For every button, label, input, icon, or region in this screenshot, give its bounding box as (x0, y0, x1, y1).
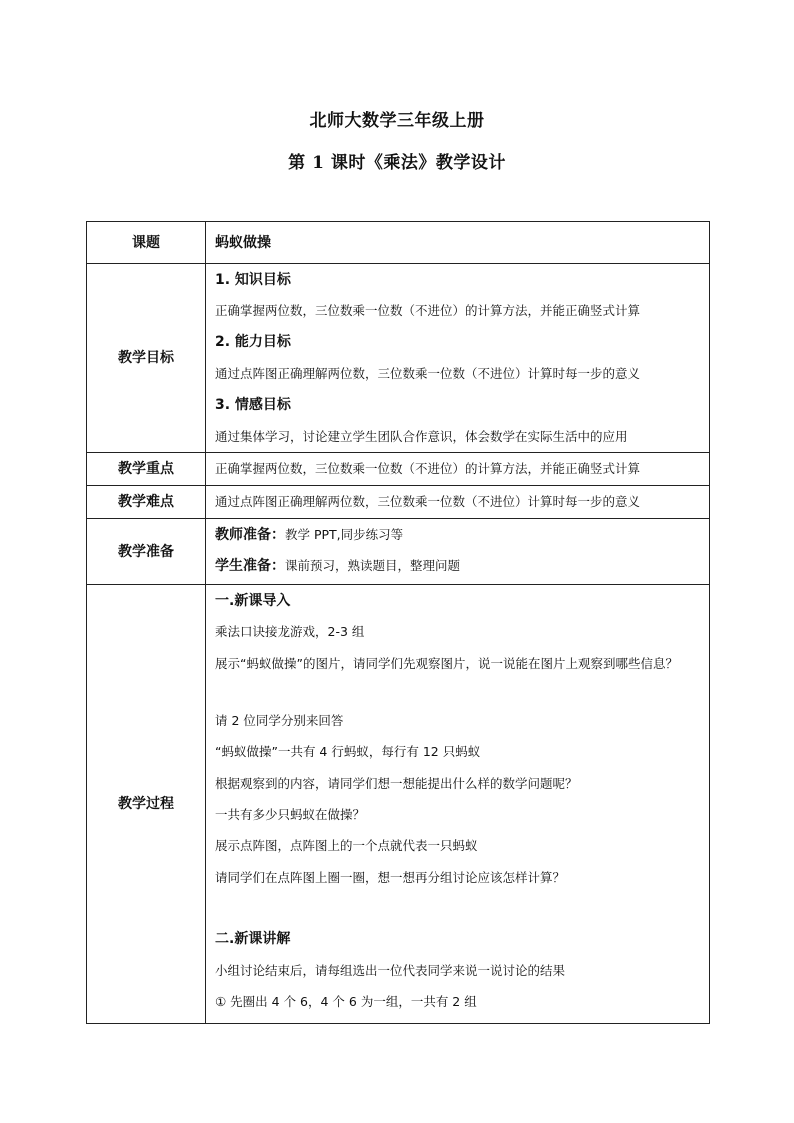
topic-label: 课题 (87, 222, 206, 264)
student-preparation (215, 551, 709, 582)
knowledge-objective-head: 1. 知识目标 (215, 271, 291, 288)
teacher-preparation-label: 教师准备： (215, 527, 285, 544)
process-line: “蚂蚁做操”一共有 4 行蚂蚁，每行有 12 只蚂蚁 (215, 744, 481, 760)
row-preparation (87, 519, 710, 585)
row-topic (87, 222, 710, 264)
objectives-label: 教学目标 (87, 264, 206, 453)
row-key-point (87, 453, 710, 486)
student-preparation-label: 学生准备： (215, 558, 285, 575)
section-intro-head: 一.新课导入 (215, 593, 291, 610)
process-label: 教学过程 (87, 585, 206, 1024)
ability-objective-text: 通过点阵图正确理解两位数，三位数乘一位数（不进位）计算时每一步的意义 (215, 365, 641, 381)
knowledge-objective-text: 正确掌握两位数，三位数乘一位数（不进位）的计算方法，并能正确竖式计算 (215, 303, 641, 319)
process-line: 小组讨论结束后，请每组选出一位代表同学来说一说讨论的结果 (215, 962, 566, 978)
process-line: 展示“蚂蚁做操”的图片，请同学们先观察图片，说一说能在图片上观察到哪些信息？ (215, 656, 678, 672)
process-line: 请同学们在点阵图上圈一圈，想一想再分组讨论应该怎样计算？ (215, 869, 566, 885)
process-line: ① 先圈出 4 个 6，4 个 6 为一组，一共有 2 组 (215, 993, 477, 1009)
student-preparation-value: 课前预习，熟读题目，整理问题 (285, 558, 461, 574)
topic-value: 蚂蚁做操 (215, 234, 271, 251)
key-point-value: 正确掌握两位数，三位数乘一位数（不进位）的计算方法，并能正确竖式计算 (215, 461, 641, 477)
row-objectives (87, 264, 710, 453)
difficulty-label: 教学难点 (87, 486, 206, 519)
key-point-label: 教学重点 (87, 453, 206, 486)
blank-space (215, 893, 709, 923)
process-line: 请 2 位同学分别来回答 (215, 712, 344, 728)
preparation-label: 教学准备 (87, 519, 206, 585)
emotion-objective-text: 通过集体学习，讨论建立学生团队合作意识，体会数学在实际生活中的应用 (215, 428, 628, 444)
process-line: 展示点阵图，点阵图上的一个点就代表一只蚂蚁 (215, 838, 478, 854)
process-line: 根据观察到的内容，请同学们想一想能提出什么样的数学问题呢？ (215, 775, 578, 791)
row-process (87, 585, 710, 1024)
ability-objective-head: 2. 能力目标 (215, 334, 291, 351)
teacher-preparation (215, 519, 709, 550)
process-line: 一共有多少只蚂蚁在做操？ (215, 806, 366, 822)
difficulty-value: 通过点阵图正确理解两位数，三位数乘一位数（不进位）计算时每一步的意义 (215, 494, 641, 510)
process-line: 乘法口诀接龙游戏，2-3 组 (215, 624, 365, 640)
teacher-preparation-value: 教学 PPT,同步练习等 (285, 527, 404, 543)
emotion-objective-head: 3. 情感目标 (215, 397, 291, 414)
row-difficulty (87, 486, 710, 519)
section-lecture-head: 二.新课讲解 (215, 931, 291, 948)
lesson-plan-table (86, 221, 710, 1024)
document-title: 北师大数学三年级上册 (309, 111, 485, 131)
lesson-title: 第 1 课时《乘法》教学设计 (288, 153, 506, 173)
